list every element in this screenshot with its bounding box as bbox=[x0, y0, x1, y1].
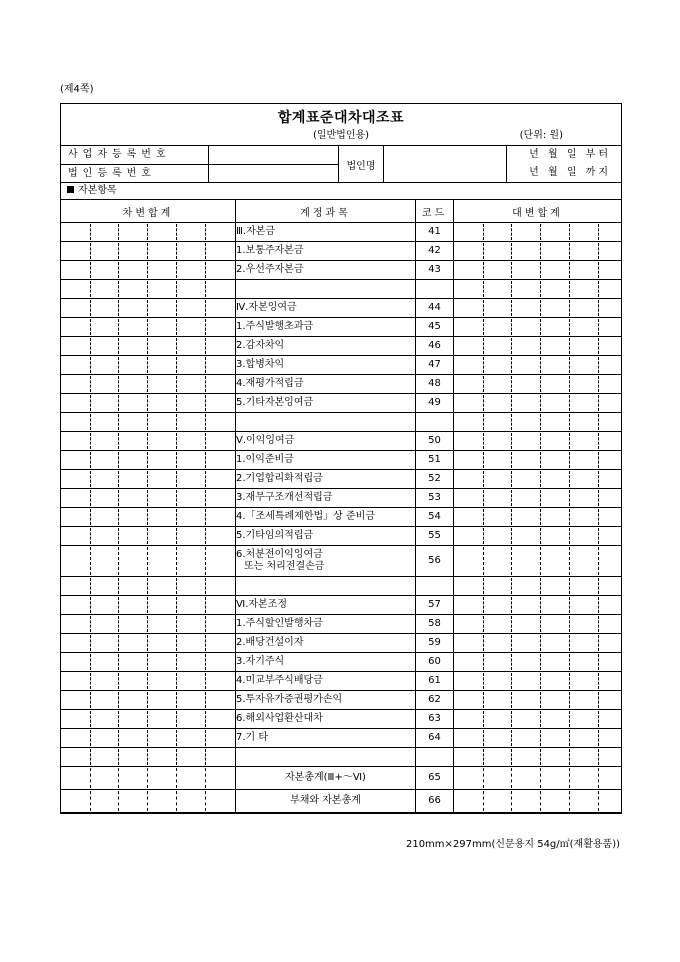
credit-amount-cell[interactable] bbox=[454, 748, 622, 767]
credit-amount-cell[interactable] bbox=[454, 615, 622, 634]
table-row bbox=[61, 527, 621, 546]
table-row bbox=[61, 299, 621, 318]
credit-amount-cell[interactable] bbox=[454, 653, 622, 672]
form-title: 합계표준대차대조표 bbox=[277, 110, 405, 126]
table-row bbox=[61, 634, 621, 653]
table-row bbox=[61, 577, 621, 596]
credit-amount-cell[interactable] bbox=[454, 375, 622, 394]
account-name: 2.우선주자본금 bbox=[236, 261, 416, 280]
debit-amount-cell[interactable] bbox=[61, 261, 236, 280]
header-debit-total: 차변합계 bbox=[61, 200, 236, 223]
account-name: Ⅳ.자본잉여금 bbox=[236, 299, 416, 318]
credit-amount-cell[interactable] bbox=[454, 729, 622, 748]
account-name bbox=[236, 280, 416, 299]
debit-amount-cell[interactable] bbox=[61, 508, 236, 527]
account-name: 2.배당건설이자 bbox=[236, 634, 416, 653]
header-credit-total: 대변합계 bbox=[454, 200, 622, 223]
account-code bbox=[416, 577, 454, 596]
account-name: 5.기타자본잉여금 bbox=[236, 394, 416, 413]
debit-amount-cell[interactable] bbox=[61, 470, 236, 489]
credit-amount-cell[interactable] bbox=[454, 318, 622, 337]
credit-amount-cell[interactable] bbox=[454, 596, 622, 615]
debit-amount-cell[interactable] bbox=[61, 729, 236, 748]
credit-amount-cell[interactable] bbox=[454, 634, 622, 653]
table-row bbox=[61, 615, 621, 634]
account-name: 2.감자차익 bbox=[236, 337, 416, 356]
page-label: (제4쪽) bbox=[60, 84, 94, 95]
form-subtitle: (일반법인용) bbox=[312, 130, 370, 141]
debit-amount-cell[interactable] bbox=[61, 432, 236, 451]
table-row bbox=[61, 729, 621, 748]
account-name: 부채와 자본총계 bbox=[236, 790, 416, 813]
debit-amount-cell[interactable] bbox=[61, 790, 236, 813]
account-code: 53 bbox=[416, 489, 454, 508]
table-row bbox=[61, 413, 621, 432]
table-row bbox=[61, 672, 621, 691]
credit-amount-cell[interactable] bbox=[454, 527, 622, 546]
account-name bbox=[236, 577, 416, 596]
account-code bbox=[416, 748, 454, 767]
corp-name-field[interactable] bbox=[384, 146, 507, 182]
account-code: 52 bbox=[416, 470, 454, 489]
debit-amount-cell[interactable] bbox=[61, 451, 236, 470]
credit-amount-cell[interactable] bbox=[454, 489, 622, 508]
debit-amount-cell[interactable] bbox=[61, 318, 236, 337]
biz-reg-field[interactable] bbox=[209, 146, 338, 165]
header-account: 계정과목 bbox=[236, 200, 416, 223]
debit-amount-cell[interactable] bbox=[61, 337, 236, 356]
account-code: 49 bbox=[416, 394, 454, 413]
credit-amount-cell[interactable] bbox=[454, 691, 622, 710]
credit-amount-cell[interactable] bbox=[454, 242, 622, 261]
table-row bbox=[61, 508, 621, 527]
table-row bbox=[61, 767, 621, 790]
debit-amount-cell[interactable] bbox=[61, 356, 236, 375]
credit-amount-cell[interactable] bbox=[454, 672, 622, 691]
debit-amount-cell[interactable] bbox=[61, 223, 236, 242]
debit-amount-cell[interactable] bbox=[61, 748, 236, 767]
table-row bbox=[61, 242, 621, 261]
account-name: 3.합병차익 bbox=[236, 356, 416, 375]
account-name: 4.재평가적립금 bbox=[236, 375, 416, 394]
account-name: 5.투자유가증권평가손익 bbox=[236, 691, 416, 710]
account-code: 55 bbox=[416, 527, 454, 546]
corp-reg-field[interactable] bbox=[209, 165, 338, 182]
account-code: 58 bbox=[416, 615, 454, 634]
account-name: Ⅴ.이익잉여금 bbox=[236, 432, 416, 451]
credit-amount-cell[interactable] bbox=[454, 223, 622, 242]
debit-amount-cell[interactable] bbox=[61, 546, 236, 577]
account-name: 1.보통주자본금 bbox=[236, 242, 416, 261]
debit-amount-cell[interactable] bbox=[61, 527, 236, 546]
credit-amount-cell[interactable] bbox=[454, 432, 622, 451]
table-row bbox=[61, 337, 621, 356]
account-code: 51 bbox=[416, 451, 454, 470]
title-block bbox=[61, 104, 621, 146]
section-header bbox=[61, 183, 621, 200]
table-row bbox=[61, 546, 621, 577]
account-name: 4.「조세특례제한법」상 준비금 bbox=[236, 508, 416, 527]
period-from: 년 월 일 부터 bbox=[529, 149, 611, 160]
table-row bbox=[61, 470, 621, 489]
credit-amount-cell[interactable] bbox=[454, 337, 622, 356]
unit-label: (단위: 원) bbox=[519, 130, 563, 141]
debit-amount-cell[interactable] bbox=[61, 596, 236, 615]
account-code: 54 bbox=[416, 508, 454, 527]
debit-amount-cell[interactable] bbox=[61, 489, 236, 508]
account-name: 4.미교부주식배당금 bbox=[236, 672, 416, 691]
account-code: 47 bbox=[416, 356, 454, 375]
account-code: 41 bbox=[416, 223, 454, 242]
table-row bbox=[61, 280, 621, 299]
account-name: Ⅲ.자본금 bbox=[236, 223, 416, 242]
account-code: 48 bbox=[416, 375, 454, 394]
credit-amount-cell[interactable] bbox=[454, 280, 622, 299]
credit-amount-cell[interactable] bbox=[454, 790, 622, 813]
corp-reg-label: 법인등록번호 bbox=[68, 168, 156, 179]
table-row bbox=[61, 223, 621, 242]
account-code: 60 bbox=[416, 653, 454, 672]
table-row bbox=[61, 653, 621, 672]
table-row bbox=[61, 356, 621, 375]
info-section bbox=[61, 146, 621, 183]
account-code: 46 bbox=[416, 337, 454, 356]
account-code: 57 bbox=[416, 596, 454, 615]
debit-amount-cell[interactable] bbox=[61, 634, 236, 653]
account-code: 45 bbox=[416, 318, 454, 337]
account-name: 1.주식발행초과금 bbox=[236, 318, 416, 337]
period-to: 년 월 일 까지 bbox=[529, 167, 611, 178]
table-row bbox=[61, 451, 621, 470]
account-name-line2: 또는 처리전결손금 bbox=[244, 561, 325, 572]
account-name: 7.기 타 bbox=[236, 729, 416, 748]
account-name: 6.해외사업환산대차 bbox=[236, 710, 416, 729]
table-row bbox=[61, 261, 621, 280]
table-row bbox=[61, 432, 621, 451]
section-label: 자본항목 bbox=[78, 185, 117, 196]
credit-amount-cell[interactable] bbox=[454, 546, 622, 577]
credit-amount-cell[interactable] bbox=[454, 261, 622, 280]
table-row bbox=[61, 375, 621, 394]
table-row bbox=[61, 394, 621, 413]
account-name: Ⅵ.자본조정 bbox=[236, 596, 416, 615]
debit-amount-cell[interactable] bbox=[61, 280, 236, 299]
account-name-line1: 6.처분전이익잉여금 bbox=[236, 549, 323, 560]
table-row bbox=[61, 318, 621, 337]
account-name: 2.기업합리화적립금 bbox=[236, 470, 416, 489]
account-code: 64 bbox=[416, 729, 454, 748]
account-name: 3.자기주식 bbox=[236, 653, 416, 672]
header-code: 코드 bbox=[416, 200, 454, 223]
account-code: 50 bbox=[416, 432, 454, 451]
debit-amount-cell[interactable] bbox=[61, 299, 236, 318]
account-code: 42 bbox=[416, 242, 454, 261]
account-code bbox=[416, 280, 454, 299]
period bbox=[507, 146, 621, 182]
credit-amount-cell[interactable] bbox=[454, 356, 622, 375]
credit-amount-cell[interactable] bbox=[454, 451, 622, 470]
table-row bbox=[61, 748, 621, 767]
account-code: 63 bbox=[416, 710, 454, 729]
account-name bbox=[236, 546, 416, 577]
debit-amount-cell[interactable] bbox=[61, 615, 236, 634]
table-row bbox=[61, 710, 621, 729]
debit-amount-cell[interactable] bbox=[61, 242, 236, 261]
square-bullet-icon bbox=[67, 186, 74, 193]
biz-reg-label: 사업자등록번호 bbox=[61, 146, 208, 165]
debit-amount-cell[interactable] bbox=[61, 394, 236, 413]
account-code: 56 bbox=[416, 546, 454, 577]
credit-amount-cell[interactable] bbox=[454, 508, 622, 527]
debit-amount-cell[interactable] bbox=[61, 653, 236, 672]
table-row bbox=[61, 790, 621, 813]
account-name: 1.주식할인발행차금 bbox=[236, 615, 416, 634]
account-name: 자본총계(Ⅲ+～Ⅵ) bbox=[236, 767, 416, 790]
account-name: 5.기타임의적립금 bbox=[236, 527, 416, 546]
table-row bbox=[61, 596, 621, 615]
credit-amount-cell[interactable] bbox=[454, 299, 622, 318]
paper-spec-footer: 210mm×297mm(신문용지 54g/㎡(재활용품)) bbox=[405, 839, 620, 850]
account-name bbox=[236, 413, 416, 432]
credit-amount-cell[interactable] bbox=[454, 577, 622, 596]
credit-amount-cell[interactable] bbox=[454, 710, 622, 729]
debit-amount-cell[interactable] bbox=[61, 672, 236, 691]
balance-sheet-form bbox=[60, 103, 622, 814]
credit-amount-cell[interactable] bbox=[454, 413, 622, 432]
account-name bbox=[236, 748, 416, 767]
account-name: 1.이익준비금 bbox=[236, 451, 416, 470]
credit-amount-cell[interactable] bbox=[454, 470, 622, 489]
credit-amount-cell[interactable] bbox=[454, 767, 622, 790]
debit-amount-cell[interactable] bbox=[61, 413, 236, 432]
table-row bbox=[61, 489, 621, 508]
account-code: 59 bbox=[416, 634, 454, 653]
account-code: 66 bbox=[416, 790, 454, 813]
credit-amount-cell[interactable] bbox=[454, 394, 622, 413]
table-row bbox=[61, 691, 621, 710]
debit-amount-cell[interactable] bbox=[61, 577, 236, 596]
debit-amount-cell[interactable] bbox=[61, 767, 236, 790]
debit-amount-cell[interactable] bbox=[61, 691, 236, 710]
account-code: 65 bbox=[416, 767, 454, 790]
account-code: 61 bbox=[416, 672, 454, 691]
items-table bbox=[61, 200, 621, 813]
account-code: 43 bbox=[416, 261, 454, 280]
debit-amount-cell[interactable] bbox=[61, 710, 236, 729]
debit-amount-cell[interactable] bbox=[61, 375, 236, 394]
account-code bbox=[416, 413, 454, 432]
account-code: 44 bbox=[416, 299, 454, 318]
account-name: 3.재무구조개선적립금 bbox=[236, 489, 416, 508]
corp-name-label: 법인명 bbox=[339, 146, 384, 182]
account-code: 62 bbox=[416, 691, 454, 710]
